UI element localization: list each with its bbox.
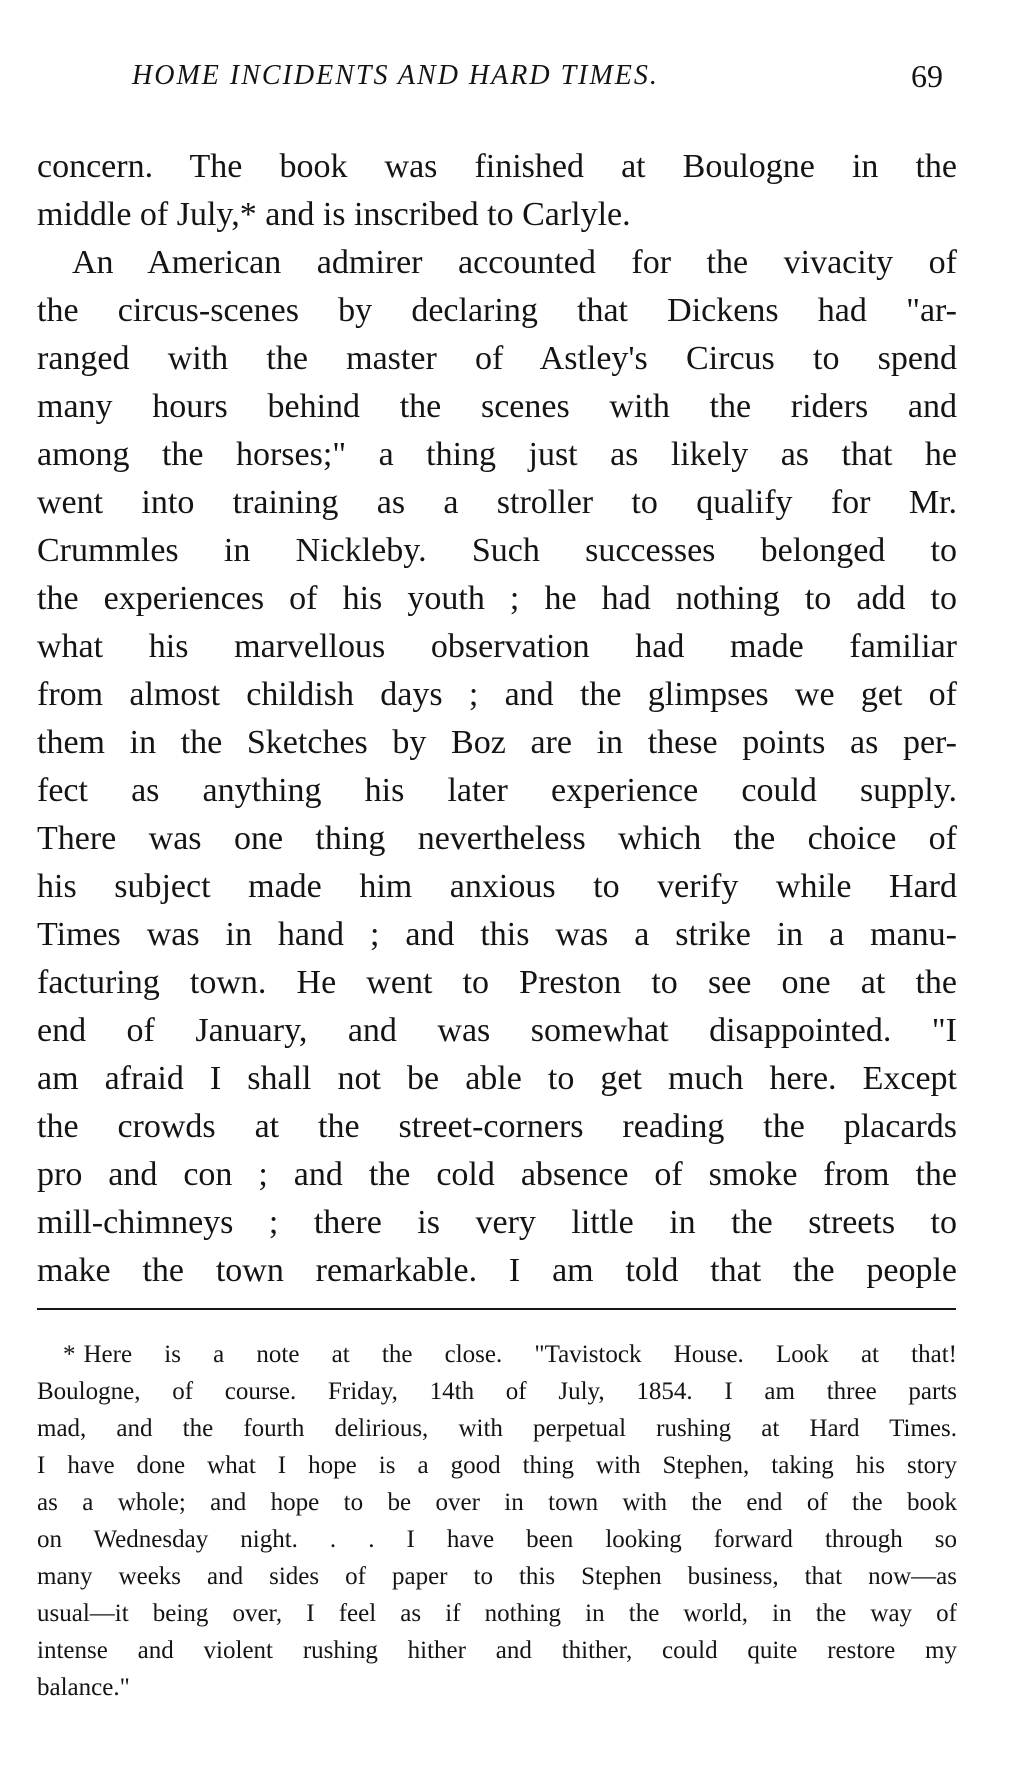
footnote-text: Here is a note at the close. "Tavistock House. Look at that! <box>83 1341 957 1368</box>
main-text <box>37 143 957 1295</box>
text-line: Times was in hand ; and this was a strike in a manu- <box>37 916 957 953</box>
text-line: ranged with the master of Astley's Circus to spend <box>37 340 957 377</box>
text-line: mill-chimneys ; there is very little in the streets to <box>37 1204 957 1241</box>
text-line: the experiences of his youth ; he had nothing to add to <box>37 580 957 617</box>
text-line: am afraid I shall not be able to get much here. Except <box>37 1060 957 1097</box>
footnote-line: usual—it being over, I feel as if nothing in the world, in the way of <box>37 1600 957 1627</box>
text-line: end of January, and was somewhat disappointed. "I <box>37 1012 957 1049</box>
text-line: the circus-scenes by declaring that Dickens had "ar- <box>37 292 957 329</box>
footnote-line: Boulogne, of course. Friday, 14th of July, 1854. I am three parts <box>37 1378 957 1405</box>
text-line: from almost childish days ; and the glimpses we get of <box>37 676 957 713</box>
text-line: his subject made him anxious to verify while Hard <box>37 868 957 905</box>
footnote-line: many weeks and sides of paper to this Stephen business, that now—as <box>37 1563 957 1590</box>
text-line: went into training as a stroller to qualify for Mr. <box>37 484 957 521</box>
chapter-running-title: HOME INCIDENTS AND HARD TIMES. <box>132 60 659 91</box>
text-line: facturing town. He went to Preston to see one at the <box>37 964 957 1001</box>
footnote-line: mad, and the fourth delirious, with perpetual rushing at Hard Times. <box>37 1415 957 1442</box>
text-line: There was one thing nevertheless which the choice of <box>37 820 957 857</box>
footnote-divider <box>37 1308 956 1310</box>
footnote-marker: * <box>63 1341 76 1368</box>
footnote <box>37 1336 957 1706</box>
footnote-line: intense and violent rushing hither and thither, could quite restore my <box>37 1637 957 1664</box>
page-number: 69 <box>911 58 943 94</box>
text-line: An American admirer accounted for the vivacity of <box>72 244 957 281</box>
text-line: fect as anything his later experience could supply. <box>37 772 957 809</box>
text-line: middle of July,* and is inscribed to Carlyle. <box>37 196 631 233</box>
text-line: concern. The book was finished at Boulogne in the <box>37 148 957 185</box>
text-line: what his marvellous observation had made familiar <box>37 628 957 665</box>
running-head <box>36 56 956 100</box>
footnote-line: on Wednesday night. . . I have been looking forward through so <box>37 1526 957 1553</box>
text-line: Crummles in Nickleby. Such successes belonged to <box>37 532 957 569</box>
footnote-line: as a whole; and hope to be over in town with the end of the book <box>37 1489 957 1516</box>
footnote-line: balance." <box>37 1674 130 1701</box>
text-line: the crowds at the street-corners reading the placards <box>37 1108 957 1145</box>
footnote-line-1 <box>37 1336 957 1373</box>
text-line: many hours behind the scenes with the riders and <box>37 388 957 425</box>
text-line: among the horses;" a thing just as likely as that he <box>37 436 957 473</box>
text-line: them in the Sketches by Boz are in these points as per- <box>37 724 957 761</box>
text-line: make the town remarkable. I am told that the people <box>37 1252 957 1289</box>
text-line: pro and con ; and the cold absence of smoke from the <box>37 1156 957 1193</box>
footnote-line: I have done what I hope is a good thing with Stephen, taking his story <box>37 1452 957 1479</box>
